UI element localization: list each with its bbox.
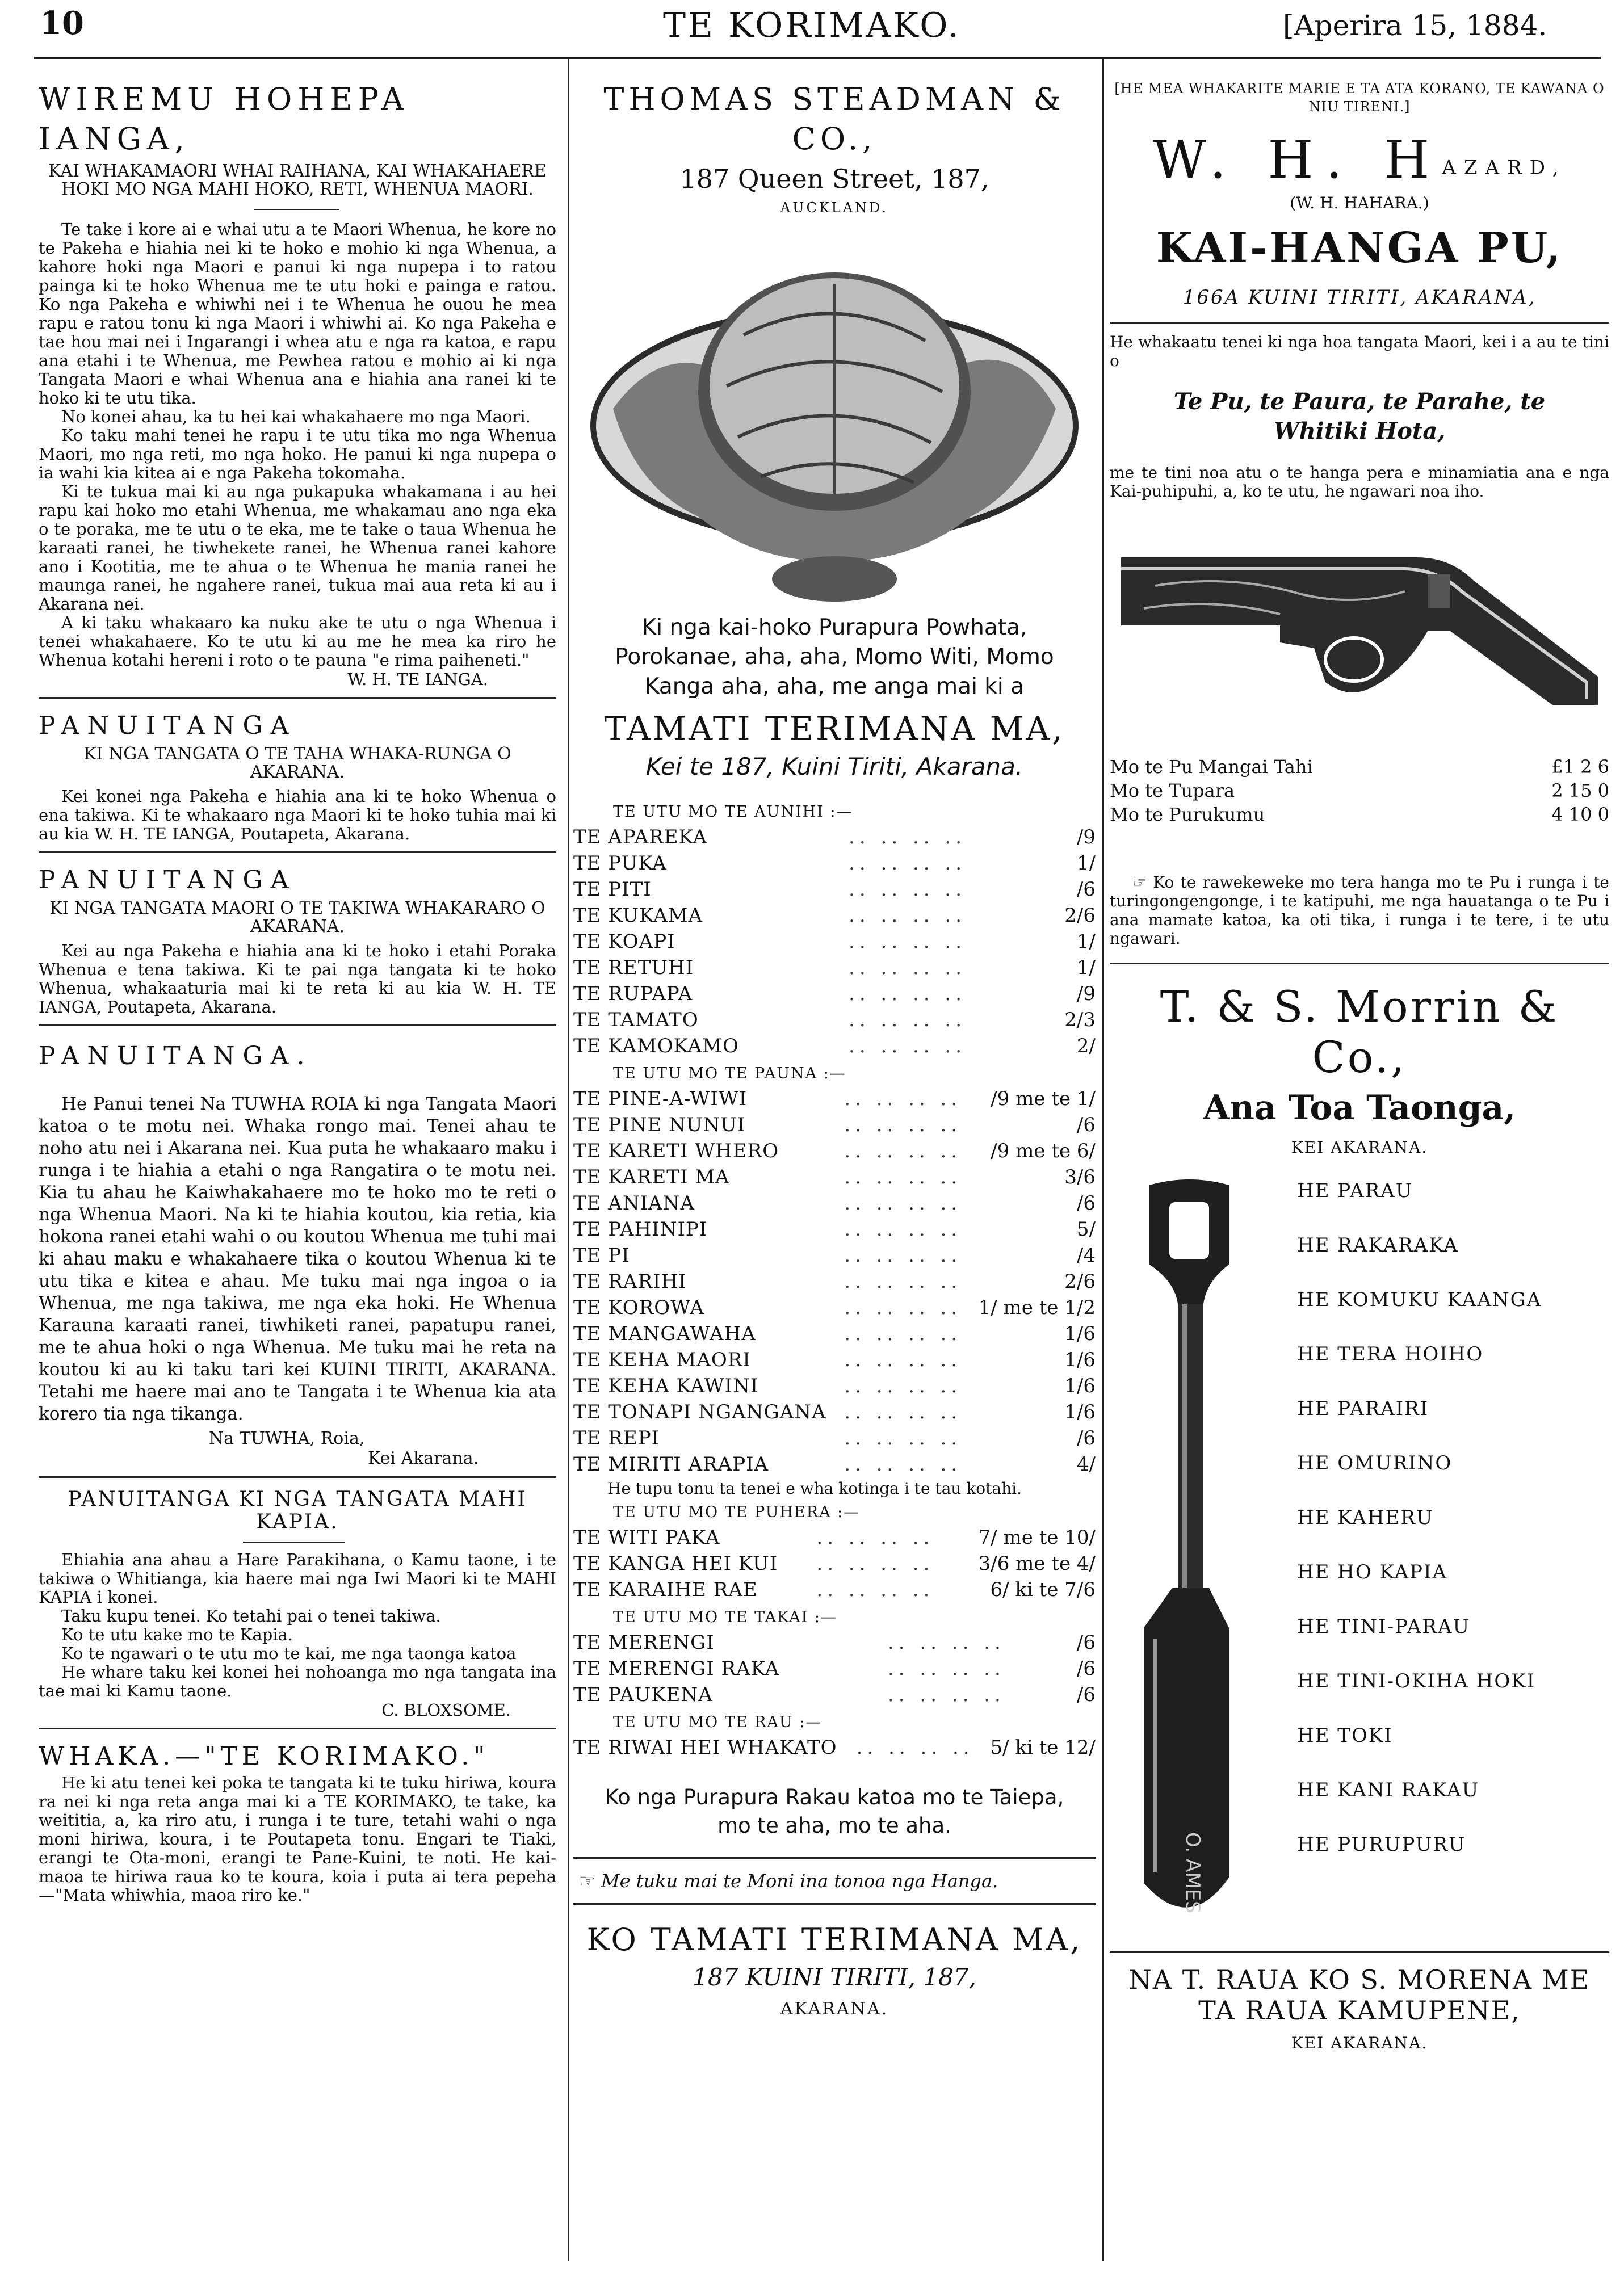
paragraph: Ko taku mahi tenei he rapu i te utu tika mo nga Whenua Maori, mo nga reti, mo nga hoko. He panui ki nga nupepa o ia wahi kia kitea ai e nga Pakeha tokomaha.: [39, 426, 556, 482]
item-name: TE PI: [573, 1244, 630, 1267]
address: 187 Queen Street, 187,: [679, 163, 989, 194]
item-name: TE RUPAPA: [573, 982, 693, 1005]
paragraph: A ki taku whakaaro ka nuku ake te utu o nga Whenua i tenei whakahaere. Ko te utu ki au me he mea ka riro he Whenua kotahi hereni i roto o te pauna "e rima paiheneti.": [39, 613, 556, 670]
column-2: [573, 79, 1096, 2019]
price-table: [573, 1086, 1096, 1477]
notice: [573, 1870, 1096, 1892]
ad-tuwha-roia: [39, 1036, 556, 1468]
gunmaker-note: ☞ Ko te rawekeweke mo tera hanga mo te Pu i runga i te turingongengonge, i te katipuhi, me nga hauatanga o te Pu i ana mamate katoa, ka oti tika, i runga i te tere, i te utu ngawari.: [1110, 873, 1609, 948]
item-price: /9 me te 1/: [991, 1087, 1096, 1110]
paragraph: Ko te utu kake mo te Kapia.: [61, 1625, 293, 1644]
item-price: 1/: [1076, 930, 1096, 953]
cabbage-image: [573, 221, 1096, 613]
leader-dots: .. .. .. ..: [844, 1375, 962, 1397]
gunmaker-trade: KAI-HANGA PU,: [1156, 224, 1563, 272]
price-note: He tupu tonu ta tenei e wha kotinga i te tau kotahi.: [607, 1479, 1022, 1498]
ad-title: PANUITANGA: [39, 866, 297, 894]
item-name: TE REPI: [573, 1427, 660, 1450]
price-row: [573, 850, 1096, 876]
footer-address: 187 KUINI TIRITI, 187,: [693, 1963, 976, 1991]
list-item: HE TERA HOIHO: [1297, 1343, 1484, 1366]
list-item: HE KANI RAKAU: [1297, 1779, 1480, 1801]
item-price: 2/6: [1064, 1270, 1096, 1293]
item-price: 2/3: [1064, 1009, 1096, 1031]
pointing-hand-icon: ☞: [579, 1870, 595, 1892]
item-name: TE KOAPI: [573, 930, 675, 953]
price-section-heading: TE UTU MO TE RAU :—: [613, 1714, 823, 1731]
paragraph: No konei ahau, ka tu hei kai whakahaere mo nga Maori.: [61, 407, 531, 426]
price-row: [573, 1347, 1096, 1373]
price-row: Mo te Tupara 2 15 0: [1110, 780, 1609, 801]
price-row: [573, 1525, 1096, 1551]
issue-date: [Aperira 15, 1884.: [1283, 9, 1547, 42]
leader-dots: .. .. .. ..: [844, 1270, 962, 1293]
item-price: 5/: [1076, 1218, 1096, 1241]
item-name: TE PAUKENA: [573, 1683, 713, 1706]
item-price: /6: [1076, 1114, 1096, 1136]
spade-image: [1121, 1174, 1257, 1946]
leader-dots: .. .. .. ..: [849, 826, 967, 849]
shop-city: KEI AKARANA.: [1291, 1138, 1428, 1157]
shotgun-image: [1110, 535, 1609, 739]
gun-price-list: [1110, 756, 1609, 828]
title-rest: AZARD,: [1442, 156, 1567, 179]
leader-dots: .. .. .. ..: [844, 1166, 962, 1189]
item-name: TE KAMOKAMO: [573, 1035, 739, 1057]
leader-dots: .. .. .. ..: [844, 1427, 962, 1450]
leader-dots: .. .. .. ..: [844, 1192, 962, 1215]
price-row: [573, 1033, 1096, 1059]
item-name: TE PINE-A-WIWI: [573, 1087, 748, 1110]
intro-text: Ki nga kai-hoko Purapura Powhata, Porokanae, aha, aha, Momo Witi, Momo Kanga aha, aha, me anga mai ki a: [615, 615, 1054, 699]
price-row: [573, 1656, 1096, 1682]
shop-title: T. & S. Morrin & Co.,: [1160, 981, 1559, 1082]
price-row: [573, 1321, 1096, 1347]
item-name: TE APAREKA: [573, 826, 708, 849]
item-price: /4: [1076, 1244, 1096, 1267]
ad-whaka: [39, 1740, 556, 1905]
section-rule: [1110, 963, 1609, 964]
merchant-name: TAMATI TERIMANA MA,: [604, 709, 1065, 748]
price-table: [573, 1630, 1096, 1708]
section-rule: [39, 697, 556, 699]
leader-dots: .. .. .. ..: [887, 1683, 1005, 1706]
item-name: TE WITI PAKA: [573, 1526, 720, 1549]
leader-dots: .. .. .. ..: [844, 1322, 962, 1345]
gunmaker-alias: (W. H. HAHARA.): [1290, 194, 1429, 212]
footer-city: AKARANA.: [780, 1999, 889, 2019]
item-price: /6: [1076, 878, 1096, 901]
item-price: 1/: [1076, 852, 1096, 875]
column-1: [39, 79, 556, 1905]
price-row: [573, 1682, 1096, 1708]
price-row: Mo te Pu Mangai Tahi £1 2 6: [1110, 756, 1609, 778]
section-rule: [39, 851, 556, 853]
gunmaker-outro: me te tini noa atu o te hanga pera e minamiatia ana e nga Kai-puhipuhi, a, ko te utu, he ngawari noa iho.: [1110, 463, 1609, 501]
shop-subtitle: Ana Toa Taonga,: [1203, 1088, 1516, 1128]
item-price: 3/6 me te 4/: [978, 1552, 1096, 1575]
price-list: [573, 803, 1096, 1761]
ad-wiremu-hohepa: [39, 79, 556, 689]
section-rule: [573, 1903, 1096, 1905]
gun-body: [1121, 557, 1598, 705]
section-rule: [39, 1024, 556, 1026]
list-item: HE TINI-OKIHA HOKI: [1297, 1670, 1536, 1693]
list-item: HE RAKARAKA: [1297, 1234, 1459, 1257]
signature-location: Kei Akarana.: [368, 1448, 479, 1468]
item-price: 2/: [1076, 1035, 1096, 1057]
price-row: [573, 1577, 1096, 1603]
item-name: TE ANIANA: [573, 1192, 695, 1215]
leader-dots: .. .. .. ..: [844, 1114, 962, 1136]
paragraph: Ko te ngawari o te utu mo te kai, me nga taonga katoa: [61, 1644, 517, 1663]
spade-shaft: [1178, 1304, 1203, 1588]
price-table: [573, 1525, 1096, 1603]
item-name: TE KOROWA: [573, 1296, 704, 1319]
price-row: [573, 1399, 1096, 1425]
leader-dots: .. .. .. ..: [844, 1218, 962, 1241]
closing-text: Ko nga Purapura Rakau katoa mo te Taiepa, mo te aha, mo te aha.: [605, 1785, 1064, 1838]
paragraph: Ehiahia ana ahau a Hare Parakihana, o Kamu taone, i te takiwa o Whitianga, kia haere mai nga Iwi Maori ki te MAHI KAPIA i konei.: [39, 1550, 556, 1607]
ad-subtitle: KI NGA TANGATA MAORI O TE TAKIWA WHAKARARO O AKARANA.: [49, 898, 545, 936]
title-initials: W. H. H: [1152, 129, 1442, 190]
ad-title: PANUITANGA.: [39, 1041, 313, 1070]
item-name: TE TAMATO: [573, 1009, 699, 1031]
ad-kapia: [39, 1488, 556, 1720]
leader-dots: .. .. .. ..: [844, 1453, 962, 1476]
item-price: 3/6: [1064, 1166, 1096, 1189]
item-price: 1/ me te 1/2: [978, 1296, 1096, 1319]
leader-dots: .. .. .. ..: [844, 1244, 962, 1267]
price-table: [573, 1735, 1096, 1761]
signature: Na TUWHA, Roia,: [209, 1429, 365, 1448]
price-row: [573, 1190, 1096, 1216]
shop-items: [1297, 1179, 1604, 1888]
leader-dots: .. .. .. ..: [849, 852, 967, 875]
item-name: TE MANGAWAHA: [573, 1322, 756, 1345]
ad-subtitle: KAI WHAKAMAORI WHAI RAIHANA, KAI WHAKAHAERE HOKI MO NGA MAHI HOKO, RETI, WHENUA MAORI.: [48, 161, 547, 199]
item-name: TE KUKAMA: [573, 904, 703, 927]
price-row: [573, 876, 1096, 902]
item-name: TE KARETI WHERO: [573, 1140, 779, 1162]
price-row: [573, 902, 1096, 929]
page-number: 10: [40, 5, 84, 42]
price-section-heading: TE UTU MO TE PAUNA :—: [613, 1065, 846, 1082]
price-row: [573, 1425, 1096, 1451]
price-row: [573, 1630, 1096, 1656]
item-name: TE KARAIHE RAE: [573, 1578, 758, 1601]
item-name: TE PUKA: [573, 852, 667, 875]
price-table: [573, 824, 1096, 1059]
leader-dots: .. .. .. ..: [849, 930, 967, 953]
item-name: TE MIRITI ARAPIA: [573, 1453, 769, 1476]
price-row: [573, 1373, 1096, 1399]
leader-dots: .. .. .. ..: [844, 1349, 962, 1371]
list-item: HE OMURINO: [1297, 1452, 1453, 1475]
item-name: TE RARIHI: [573, 1270, 687, 1293]
item-price: 7/ me te 10/: [978, 1526, 1096, 1549]
item-name: TE MERENGI RAKA: [573, 1657, 780, 1680]
ad-panuitanga-1: [39, 709, 556, 843]
section-rule: [39, 1728, 556, 1729]
leader-dots: .. .. .. ..: [849, 982, 967, 1005]
paragraph: He whare taku kei konei hei nohoanga mo nga tangata ina tae mai ki Kamu taone.: [39, 1662, 556, 1700]
leader-dots: .. .. .. ..: [816, 1552, 934, 1575]
price-row: [573, 1112, 1096, 1138]
spade-brand: O. AMES: [1181, 1832, 1204, 1913]
price-row: [573, 1269, 1096, 1295]
column-divider-1: [568, 59, 569, 2261]
shop-footer-3: KEI AKARANA.: [1291, 2034, 1428, 2052]
paragraph: Taku kupu tenei. Ko tetahi pai o tenei takiwa.: [61, 1606, 441, 1626]
leader-dots: .. .. .. ..: [844, 1296, 962, 1319]
ad-title: WIREMU HOHEPA IANGA,: [39, 81, 410, 157]
price-row: [573, 1451, 1096, 1477]
section-rule: [573, 1857, 1096, 1859]
paragraph: Kei au nga Pakeha e hiahia ana ki te hoko i etahi Poraka Whenua e tena takiwa. Ki te pai nga tangata ki te hoko Whenua, whakaaturia mai ki te reta ki au kia W. H. TE IANGA, Poutapeta, Akarana.: [39, 941, 556, 1017]
leader-dots: .. .. .. ..: [816, 1578, 934, 1601]
item-name: TE KARETI MA: [573, 1166, 730, 1189]
item-price: 6/ ki te 7/6: [990, 1578, 1096, 1601]
item-price: /6: [1076, 1683, 1096, 1706]
leader-dots: .. .. .. ..: [849, 1009, 967, 1031]
ad-title: WHAKA.—"TE KORIMAKO.": [39, 1742, 490, 1771]
price-row: [573, 1216, 1096, 1242]
item-price: /6: [1076, 1192, 1096, 1215]
item-price: /9 me te 6/: [991, 1140, 1096, 1162]
price-row: [573, 1735, 1096, 1761]
price-section-heading: TE UTU MO TE PUHERA :—: [613, 1504, 861, 1521]
item-name: TE PINE NUNUI: [573, 1114, 746, 1136]
paragraph: Te take i kore ai e whai utu a te Maori Whenua, he kore no te Pakeha e hiahia nei ki te hoko e mohio ki nga Whenua, a kahore hoki nga Maori e panui ki nga nupepa i to ratou painga ki te hoko Whenua me te utu hoki e painga e ratou. Ko nga Pakeha e whiwhi nei i te Whenua he ouou he mea rapu e ratou tonu ki nga Maori i whiwhi ai. Ko nga Pakeha e tae hou mai nei i Ingarangi i whea atu e nga ra katoa, e rapu ana etahi i te Whenua, me Pewhea ratou e mohio ai ki nga Tangata Maori e whai Whenua ana e hiahia ana ranei ki te hoko ki te utu tika.: [39, 220, 556, 408]
paragraph: He Panui tenei Na TUWHA ROIA ki nga Tangata Maori katoa o te motu nei. Whaka rongo mai. Tenei ahau te noho atu nei i Akarana nei. Kua puta he whakaaro maku i runga i te hiahia a etahi o nga Rangatira o te motu nei. Kia tu ahau he Kaiwhakahaere mo te hoko mo te reti o nga Whenua Maori. Na ki te hiahia koutou, kia retia, kia hokona ranei etahi wahi o ou koutou Whenua me tuhi mai ki ahau maku e whakahaere tika o koutou Whenua ki te utu tika e kitea e ahau. Me tuku mai nga ingoa o ia Whenua, me nga takiwa, me nga eka hoki. He Whenua Karauna karaati ranei, tiwhiketi ranei, papatupu ranei, me te ahua hoki o nga Whenua. Me tuku mai he reta na koutou ki au ki taku tari kei KUINI TIRITI, AKARANA. Tetahi me haere mai ano te Tangata i te Whenua kia ata korero tia nga tikanga.: [39, 1094, 556, 1424]
gunmaker-title: [1110, 129, 1609, 190]
footer-name: KO TAMATI TERIMANA MA,: [586, 1922, 1082, 1958]
shop-catalog: [1110, 1174, 1609, 1946]
header-rule: [34, 57, 1601, 59]
leader-dots: .. .. .. ..: [849, 956, 967, 979]
item-price: 1/: [1076, 956, 1096, 979]
item-name: TE KEHA KAWINI: [573, 1375, 759, 1397]
price-row: [573, 955, 1096, 981]
price-row: [573, 1242, 1096, 1269]
gunmaker-intro: He whakaatu tenei ki nga hoa tangata Maori, kei i a au te tini o: [1110, 333, 1609, 370]
paragraph: Ki te tukua mai ki au nga pukapuka whakamana i au hei rapu kai hoko mo etahi Whenua, me whakamau ano nga eka o te poraka, me te utu o te eka, me te take o taua Whenua he karaati ranei, he tiwhekete ranei, he Whenua ranei kahore ano i Kootitia, me te ahua o te Whenua he mania ranei he maunga ranei, he ngahere ranei, tukua mai aua reta ki au i Akarana nei.: [39, 482, 556, 614]
item-name: TE KEHA MAORI: [573, 1349, 751, 1371]
item-name: TE PAHINIPI: [573, 1218, 708, 1241]
list-item: HE KOMUKU KAANGA: [1297, 1288, 1542, 1311]
item-price: 1/6: [1064, 1375, 1096, 1397]
paragraph: He ki atu tenei kei poka te tangata ki te tuku hiriwa, koura ra nei ki nga reta anga mai ki a TE KORIMAKO, te take, ka weititia, a, ka riro atu, i runga i te ture, tetahi wahi o nga moni hiriwa, koura, i te Poutapeta tonu. Engari te Tiaki, erangi te Ota-moni, erangi te Pane-Kuini, te noti. He kai-maoa te hiriwa raua ko te koura, koia i puta ai tera pepeha—"Mata whiwhia, maoa riro ke.": [39, 1773, 556, 1905]
leader-dots: .. .. .. ..: [856, 1736, 974, 1759]
item-name: TE TONAPI NGANGANA: [573, 1401, 826, 1423]
price-row: [573, 824, 1096, 850]
item-price: 1/6: [1064, 1322, 1096, 1345]
city: AUCKLAND.: [780, 200, 889, 216]
item-price: /6: [1076, 1427, 1096, 1450]
gunmaker-goods: Te Pu, te Paura, te Parahe, te Whitiki Hota,: [1173, 388, 1546, 444]
leader-dots: .. .. .. ..: [849, 878, 967, 901]
item-price: 1/6: [1064, 1401, 1096, 1423]
item-price: /6: [1076, 1657, 1096, 1680]
list-item: HE HO KAPIA: [1297, 1561, 1448, 1584]
pointing-hand-icon: ☞: [1132, 873, 1153, 892]
appointment-notice: [HE MEA WHAKARITE MARIE E TA ATA KORANO, TE KAWANA O NIU TIRENI.]: [1114, 81, 1605, 115]
ad-title: THOMAS STEADMAN & CO.,: [603, 81, 1065, 157]
price-section-heading: TE UTU MO TE TAKAI :—: [613, 1609, 838, 1626]
notice-text: Me tuku mai te Moni ina tonoa nga Hanga.: [601, 1870, 998, 1892]
list-item: HE TOKI: [1297, 1724, 1393, 1747]
column-3: [1110, 79, 1609, 2052]
paragraph: Kei konei nga Pakeha e hiahia ana ki te hoko Whenua o ena takiwa. Ki te whakaaro nga Maori ki te hoko tuhia mai ki au kia W. H. TE IANGA, Poutapeta, Akarana.: [39, 787, 556, 843]
leader-dots: .. .. .. ..: [887, 1657, 1005, 1680]
item-price: 5/ ki te 12/: [990, 1736, 1096, 1759]
section-rule: [1110, 322, 1609, 324]
leader-dots: .. .. .. ..: [844, 1087, 962, 1110]
ad-title: PANUITANGA: [39, 711, 297, 740]
price-row: Mo te Purukumu 4 10 0: [1110, 804, 1609, 825]
price-row: [573, 1086, 1096, 1112]
item-price: /9: [1076, 982, 1096, 1005]
item-name: TE MERENGI: [573, 1631, 715, 1654]
list-item: HE PARAU: [1297, 1179, 1413, 1202]
price-row: [573, 981, 1096, 1007]
ad-title: PANUITANGA KI NGA TANGATA MAHI KAPIA.: [68, 1488, 527, 1534]
item-name: TE PITI: [573, 878, 652, 901]
item-name: TE RETUHI: [573, 956, 694, 979]
price-section-heading: TE UTU MO TE AUNIHI :—: [613, 803, 853, 821]
price-row: [573, 1164, 1096, 1190]
leader-dots: .. .. .. ..: [816, 1526, 934, 1549]
signature: C. BLOXSOME.: [381, 1700, 511, 1720]
shop-footer-1: NA T. RAUA KO S. MORENA ME: [1128, 1964, 1591, 1995]
price-row: [573, 1007, 1096, 1033]
ad-panuitanga-2: [39, 863, 556, 1017]
column-divider-2: [1102, 59, 1104, 2261]
price-row: [573, 1551, 1096, 1577]
item-price: /6: [1076, 1631, 1096, 1654]
leader-dots: .. .. .. ..: [844, 1140, 962, 1162]
ad-subtitle: KI NGA TANGATA O TE TAHA WHAKA-RUNGA O AKARANA.: [83, 744, 511, 782]
leader-dots: .. .. .. ..: [849, 1035, 967, 1057]
leader-dots: .. .. .. ..: [849, 904, 967, 927]
signature: W. H. TE IANGA.: [347, 670, 488, 689]
item-name: TE KANGA HEI KUI: [573, 1552, 778, 1575]
price-row: [573, 929, 1096, 955]
item-price: 2/6: [1064, 904, 1096, 927]
price-row: [573, 1138, 1096, 1164]
item-price: 4/: [1076, 1453, 1096, 1476]
page-title: TE KORIMAKO.: [663, 6, 961, 45]
list-item: HE TINI-PARAU: [1297, 1615, 1471, 1638]
leader-dots: .. .. .. ..: [844, 1401, 962, 1423]
item-price: /9: [1076, 826, 1096, 849]
section-rule: [1110, 1951, 1609, 1953]
list-item: HE PURUPURU: [1297, 1833, 1466, 1856]
short-rule: [254, 209, 339, 210]
merchant-location: Kei te 187, Kuini Tiriti, Akarana.: [645, 753, 1023, 780]
price-row: [573, 1295, 1096, 1321]
list-item: HE PARAIRI: [1297, 1397, 1429, 1420]
list-item: HE KAHERU: [1297, 1506, 1434, 1529]
shop-footer-2: TA RAUA KAMUPENE,: [1198, 1995, 1521, 2026]
item-name: TE RIWAI HEI WHAKATO: [573, 1736, 837, 1759]
item-price: 1/6: [1064, 1349, 1096, 1371]
cabbage-stem: [772, 556, 897, 602]
leader-dots: .. .. .. ..: [887, 1631, 1005, 1654]
gunmaker-address: 166A KUINI TIRITI, AKARANA,: [1182, 286, 1537, 309]
short-rule: [243, 1542, 345, 1543]
section-rule: [39, 1476, 556, 1478]
